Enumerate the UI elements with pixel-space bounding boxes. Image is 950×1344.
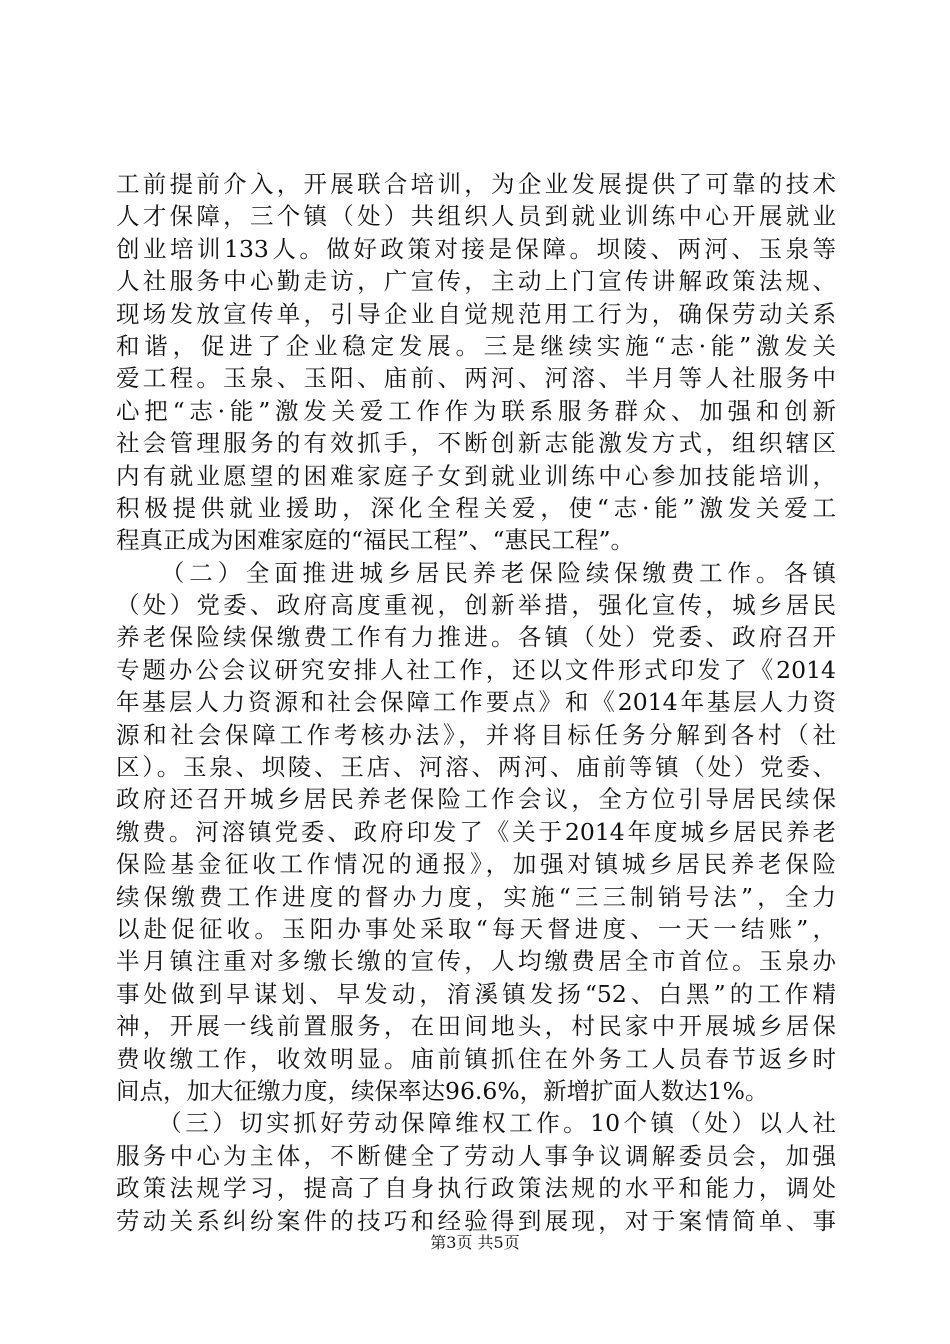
body-text: [116, 168, 836, 1237]
text-line: 服务中心为主体，不断健全了劳动人事争议调解委员会，加强: [116, 1141, 836, 1170]
text-line: 工前提前介入，开展联合培训，为企业发展提供了可靠的技术: [116, 170, 836, 198]
text-line: 内有就业愿望的困难家庭子女到就业训练中心参加技能培训，: [116, 461, 836, 490]
text-line: 间点，加大征缴力度，续保率达96.6%，新增扩面人数达1%。: [116, 1076, 769, 1105]
text-line: 费收缴工作，收效明显。庙前镇抓住在外务工人员春节返乡时: [116, 1044, 836, 1073]
text-line: （三）切实抓好劳动保障维权工作。10个镇（处）以人社: [116, 1109, 836, 1138]
text-line: 程真正成为困难家庭的“福民工程”、“惠民工程”。: [116, 526, 635, 555]
text-line: 半月镇注重对多缴长缴的宣传，人均缴费居全市首位。玉泉办: [116, 947, 836, 976]
text-line: 和谐，促进了企业稳定发展。三是继续实施“志·能”激发关: [116, 331, 836, 360]
text-line: 续保缴费工作进度的督办力度，实施“三三制销号法”，全力: [116, 882, 836, 911]
text-line: 心把“志·能”激发关爱工作作为联系服务群众、加强和创新: [116, 396, 836, 425]
text-line: 以赴促征收。玉阳办事处采取“每天督进度、一天一结账”，: [116, 914, 836, 943]
text-line: 政策法规学习，提高了自身执行政策法规的水平和能力，调处: [116, 1174, 836, 1203]
text-line: 事处做到早谋划、早发动，淯溪镇发扬“52、白黑”的工作精: [116, 979, 836, 1008]
text-line: 养老保险续保缴费工作有力推进。各镇（处）党委、政府召开: [116, 623, 836, 652]
text-line: 区）。玉泉、坝陵、王店、河溶、两河、庙前等镇（处）党委、: [116, 753, 836, 782]
text-line: 源和社会保障工作考核办法》，并将目标任务分解到各村（社: [116, 720, 836, 749]
text-line: 积极提供就业援助，深化全程关爱，使“志·能”激发关爱工: [116, 493, 836, 522]
text-line: （处）党委、政府高度重视，创新举措，强化宣传，城乡居民: [116, 591, 836, 620]
text-line: 保险基金征收工作情况的通报》，加强对镇城乡居民养老保险: [116, 850, 836, 879]
text-line: 人社服务中心勤走访，广宣传，主动上门宣传讲解政策法规、: [116, 267, 836, 296]
text-line: 政府还召开城乡居民养老保险工作会议，全方位引导居民续保: [116, 785, 836, 814]
text-line: 年基层人力资源和社会保障工作要点》和《2014年基层人力资: [116, 688, 836, 717]
text-line: 缴费。河溶镇党委、政府印发了《关于2014年度城乡居民养老: [116, 817, 836, 846]
text-line: 创业培训133人。做好政策对接是保障。坝陵、两河、玉泉等: [116, 234, 836, 263]
text-line: 社会管理服务的有效抓手，不断创新志能激发方式，组织辖区: [116, 429, 836, 458]
page-footer: 第3页 共5页: [430, 1233, 520, 1252]
text-line: 爱工程。玉泉、玉阳、庙前、两河、河溶、半月等人社服务中: [116, 364, 836, 393]
text-line: 人才保障，三个镇（处）共组织人员到就业训练中心开展就业: [116, 202, 836, 231]
text-line: 劳动关系纠纷案件的技巧和经验得到展现，对于案情简单、事: [116, 1206, 836, 1235]
text-line: 神，开展一线前置服务，在田间地头，村民家中开展城乡居保: [116, 1012, 836, 1041]
text-line: 专题办公会议研究安排人社工作，还以文件形式印发了《2014: [116, 655, 836, 684]
text-line: （二）全面推进城乡居民养老保险续保缴费工作。各镇: [116, 558, 836, 587]
text-line: 现场发放宣传单，引导企业自觉规范用工行为，确保劳动关系: [116, 299, 836, 328]
